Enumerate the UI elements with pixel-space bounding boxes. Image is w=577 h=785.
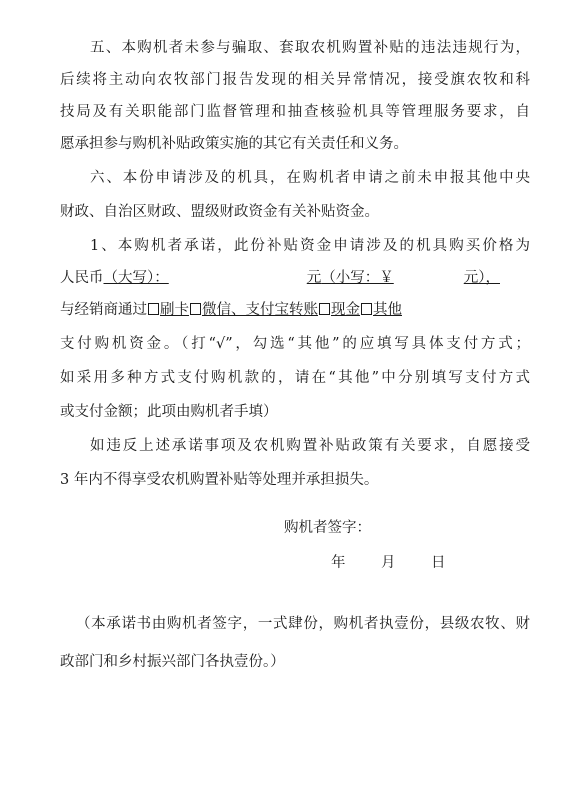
- small-label: （小写：￥: [321, 270, 394, 286]
- other-checkbox[interactable]: [361, 303, 372, 315]
- card-checkbox[interactable]: [148, 303, 159, 315]
- para5-line1: 五、本购机者未参与骗取、套取农机购置补贴的违法违规行为，: [90, 40, 530, 56]
- cash-label: 现金: [331, 302, 360, 318]
- para5-line2: 后续将主动向农牧部门报告发现的相关异常情况，接受旗农牧和科: [60, 72, 530, 88]
- note-line2: 政部门和乡村振兴部门各执壹份。）: [60, 654, 285, 670]
- price-line5: 如采用多种方式支付购机款的，请在“其他”中分别填写支付方式: [60, 370, 530, 386]
- yuan-close-label: 元），: [463, 270, 500, 286]
- date-year-label: 年: [331, 555, 346, 571]
- price-line6: 或支付金额；此项由购机者手填）: [60, 404, 278, 420]
- rmb-prefix: 人民币: [60, 270, 104, 286]
- wechat-checkbox[interactable]: [190, 303, 201, 315]
- signature-label: 购机者签字：: [284, 520, 371, 536]
- violation-line2: 3 年内不得享受农机购置补贴等处理并承担损失。: [60, 472, 379, 488]
- signature-field[interactable]: [376, 518, 526, 538]
- date-month-label: 月: [381, 555, 396, 571]
- capital-amount-field[interactable]: [104, 270, 501, 286]
- price-line4: 支付购机资金。（打“√”，勾选“其他”的应填写具体支付方式；: [60, 336, 530, 352]
- payment-method-line: [60, 300, 530, 320]
- capital-label: （大写）：: [103, 270, 169, 286]
- other-label: 其他: [373, 302, 402, 318]
- price-amount-line: [60, 268, 530, 288]
- violation-line1: 如违反上述承诺事项及农机购置补贴政策有关要求，自愿接受: [90, 438, 530, 454]
- wechat-label: 微信、支付宝转账: [202, 302, 318, 318]
- yuan-label: 元: [306, 270, 322, 286]
- date-day-label: 日: [431, 555, 446, 571]
- card-label: 刷卡: [160, 302, 189, 318]
- pay-prefix: 与经销商通过: [60, 302, 147, 318]
- para6-line1: 六、本份申请涉及的机具，在购机者申请之前未申报其他中央: [90, 170, 530, 186]
- para5-line4: 愿承担参与购机补贴政策实施的其它有关责任和义务。: [60, 136, 408, 152]
- para6-line2: 财政、自治区财政、盟级财政资金有关补贴资金。: [60, 204, 379, 220]
- cash-checkbox[interactable]: [319, 303, 330, 315]
- note-line1: （本承诺书由购机者签字，一式肆份，购机者执壹份，县级农牧、财: [76, 616, 530, 632]
- price-line1: 1、本购机者承诺，此份补贴资金申请涉及的机具购买价格为: [90, 238, 530, 254]
- para5-line3: 技局及有关职能部门监督管理和抽查核验机具等管理服务要求，自: [60, 104, 530, 120]
